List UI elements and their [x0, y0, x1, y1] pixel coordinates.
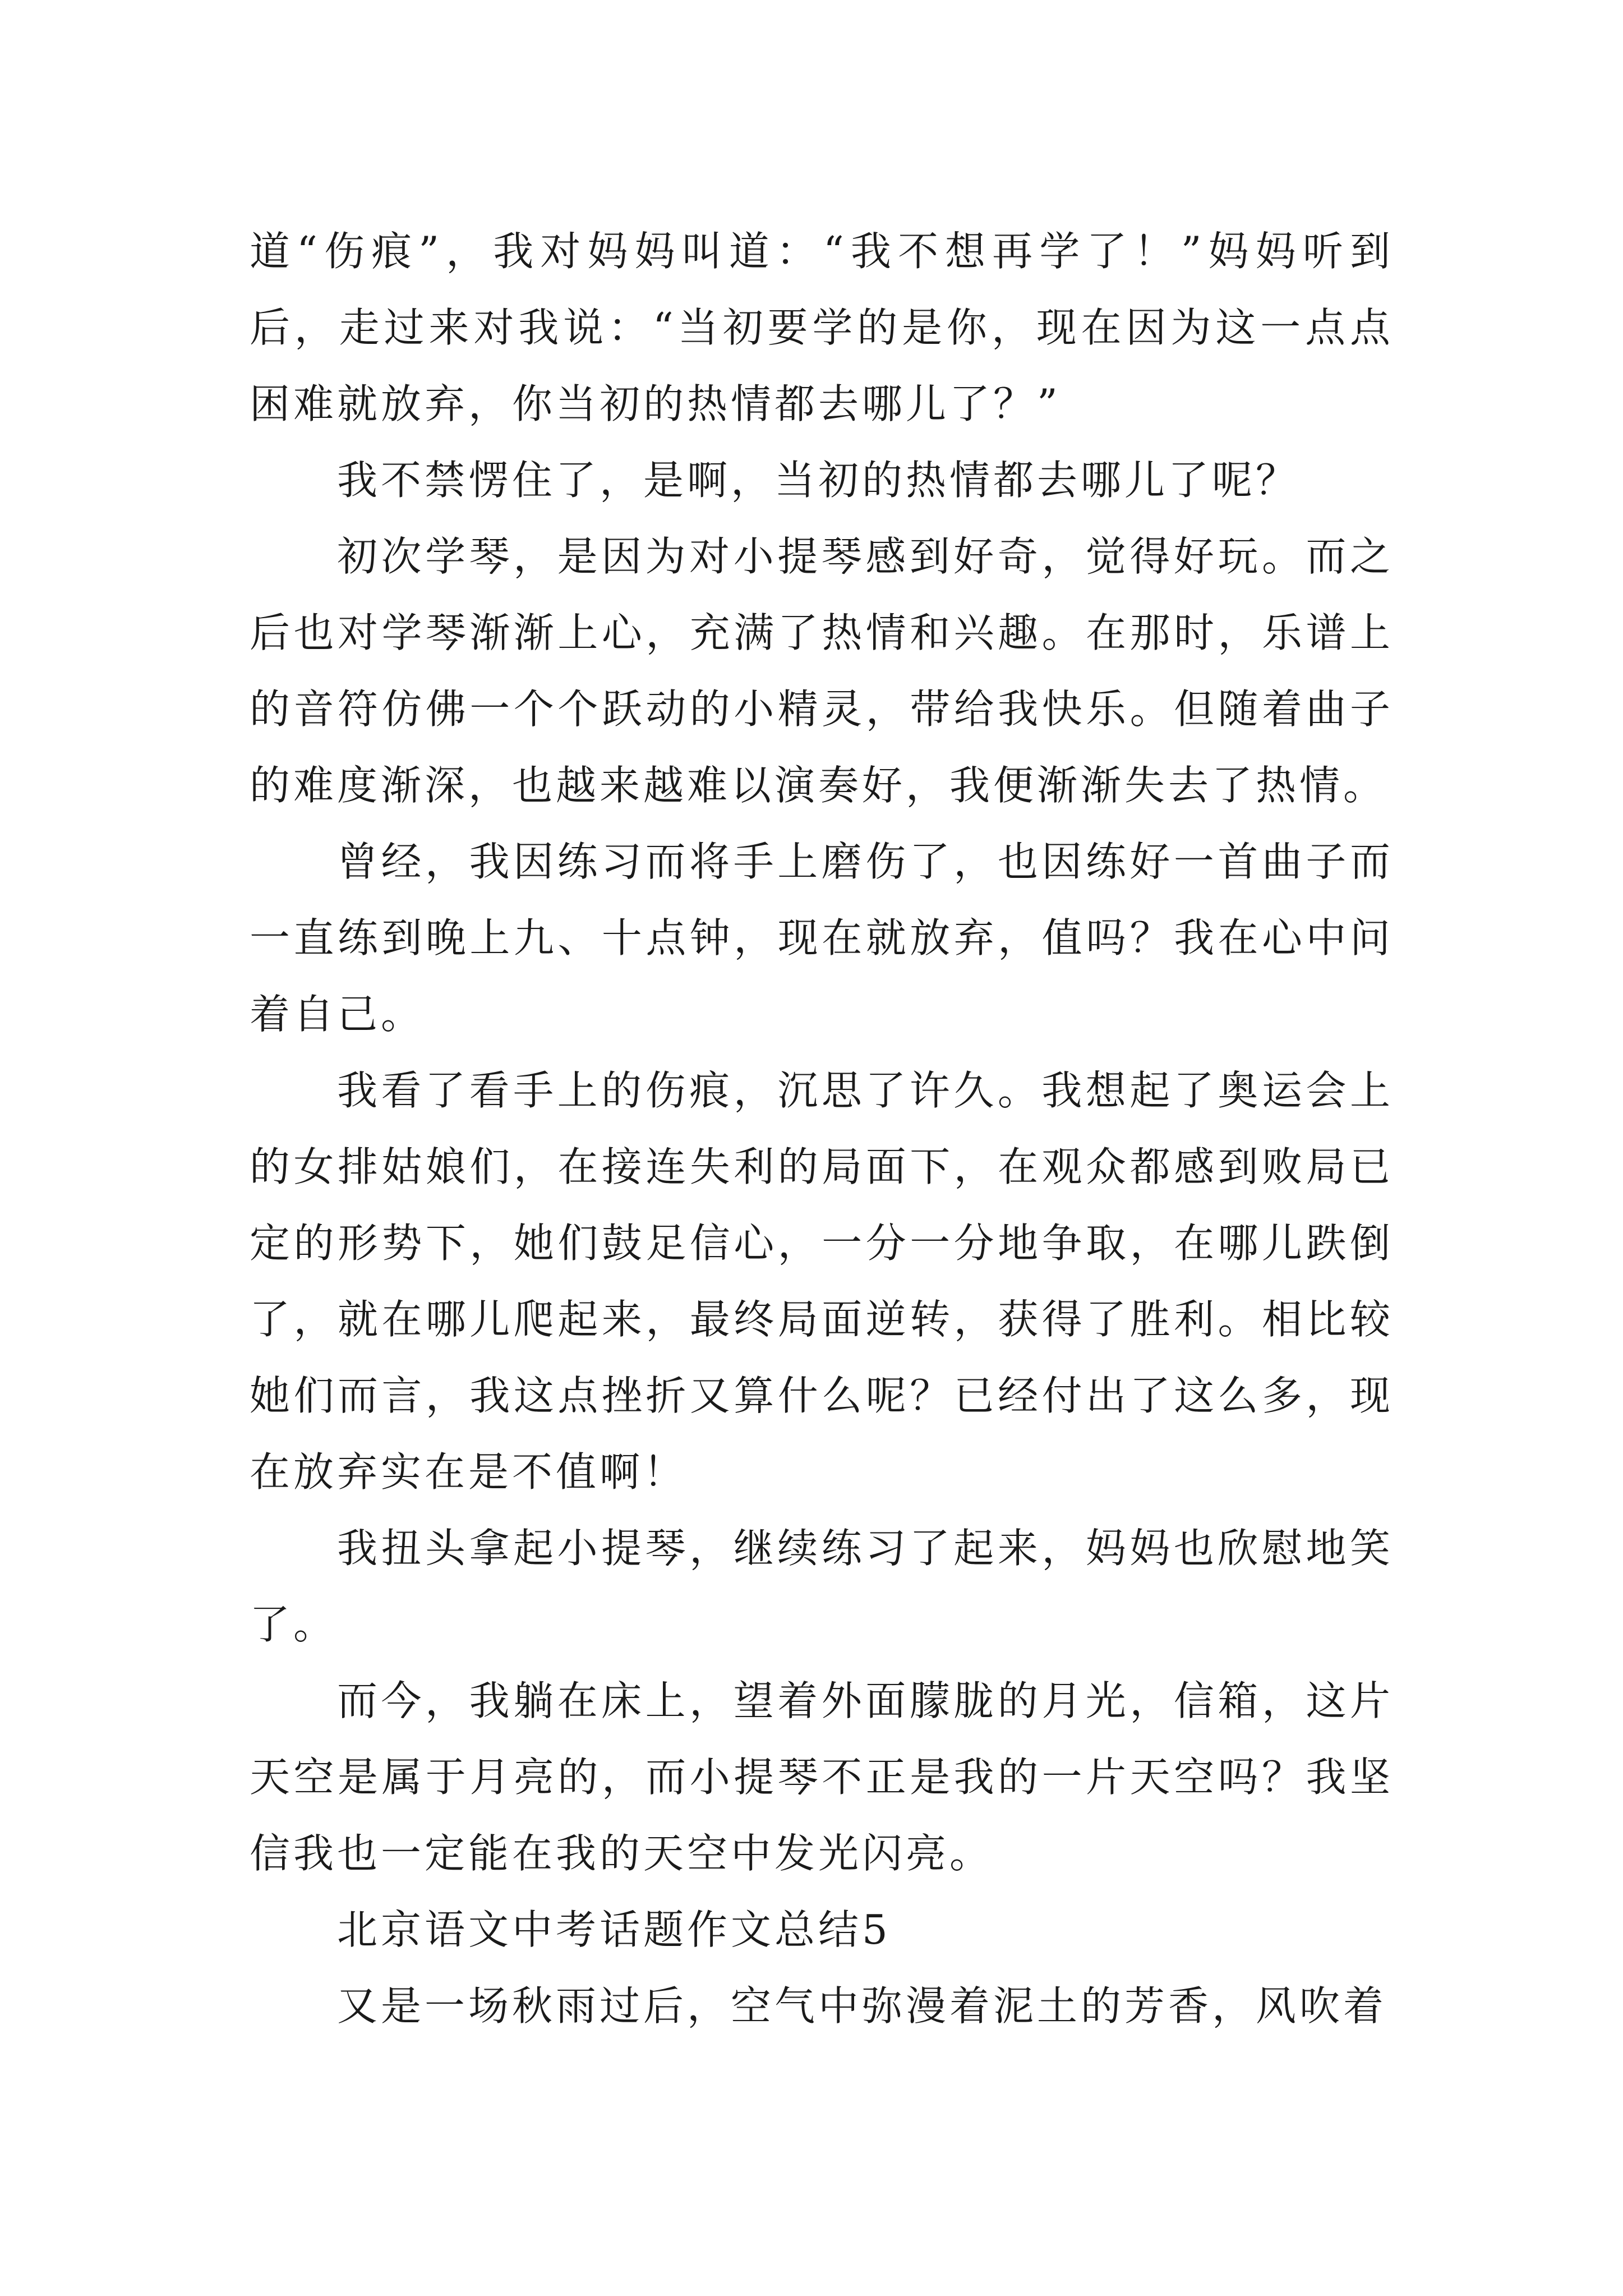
document-body: [250, 213, 1394, 2044]
paragraph-6: 我扭头拿起小提琴，继续练习了起来，妈妈也欣慰地笑了。: [250, 1525, 1394, 1648]
paragraph-1: 道“伤痕”，我对妈妈叫道：“我不想再学了！”妈妈听到后，走过来对我说：“当初要学的是你，现在因为这一点点困难就放弃，你当初的热情都去哪儿了？”: [250, 228, 1394, 427]
paragraph-4: 曾经，我因练习而将手上磨伤了，也因练好一首曲子而一直练到晚上九、十点钟，现在就放弃，值吗？我在心中问着自己。: [250, 838, 1394, 1038]
section-heading: 北京语文中考话题作文总结5: [337, 1906, 891, 1953]
paragraph-7: 而今，我躺在床上，望着外面朦胧的月光，信箱，这片天空是属于月亮的，而小提琴不正是我的一片天空吗？我坚信我也一定能在我的天空中发光闪亮。: [250, 1677, 1394, 1877]
paragraph-2: 我不禁愣住了，是啊，当初的热情都去哪儿了呢？: [337, 457, 1300, 504]
paragraph-8: 又是一场秋雨过后，空气中弥漫着泥土的芳香，风吹着: [337, 1982, 1387, 2030]
paragraph-5: 我看了看手上的伤痕，沉思了许久。我想起了奥运会上的女排姑娘们，在接连失利的局面下，在观众都感到败局已定的形势下，她们鼓足信心，一分一分地争取，在哪儿跌倒了，就在哪儿爬起来，最终局面逆转，获得了胜利。相比较她们而言，我这点挫折又算什么呢？已经付出了这么多，现在放弃实在是不值啊！: [250, 1067, 1394, 1496]
paragraph-3: 初次学琴，是因为对小提琴感到好奇，觉得好玩。而之后也对学琴渐渐上心，充满了热情和兴趣。在那时，乐谱上的音符仿佛一个个跃动的小精灵，带给我快乐。但随着曲子的难度渐深，也越来越难以演奏好，我便渐渐失去了热情。: [250, 533, 1394, 809]
